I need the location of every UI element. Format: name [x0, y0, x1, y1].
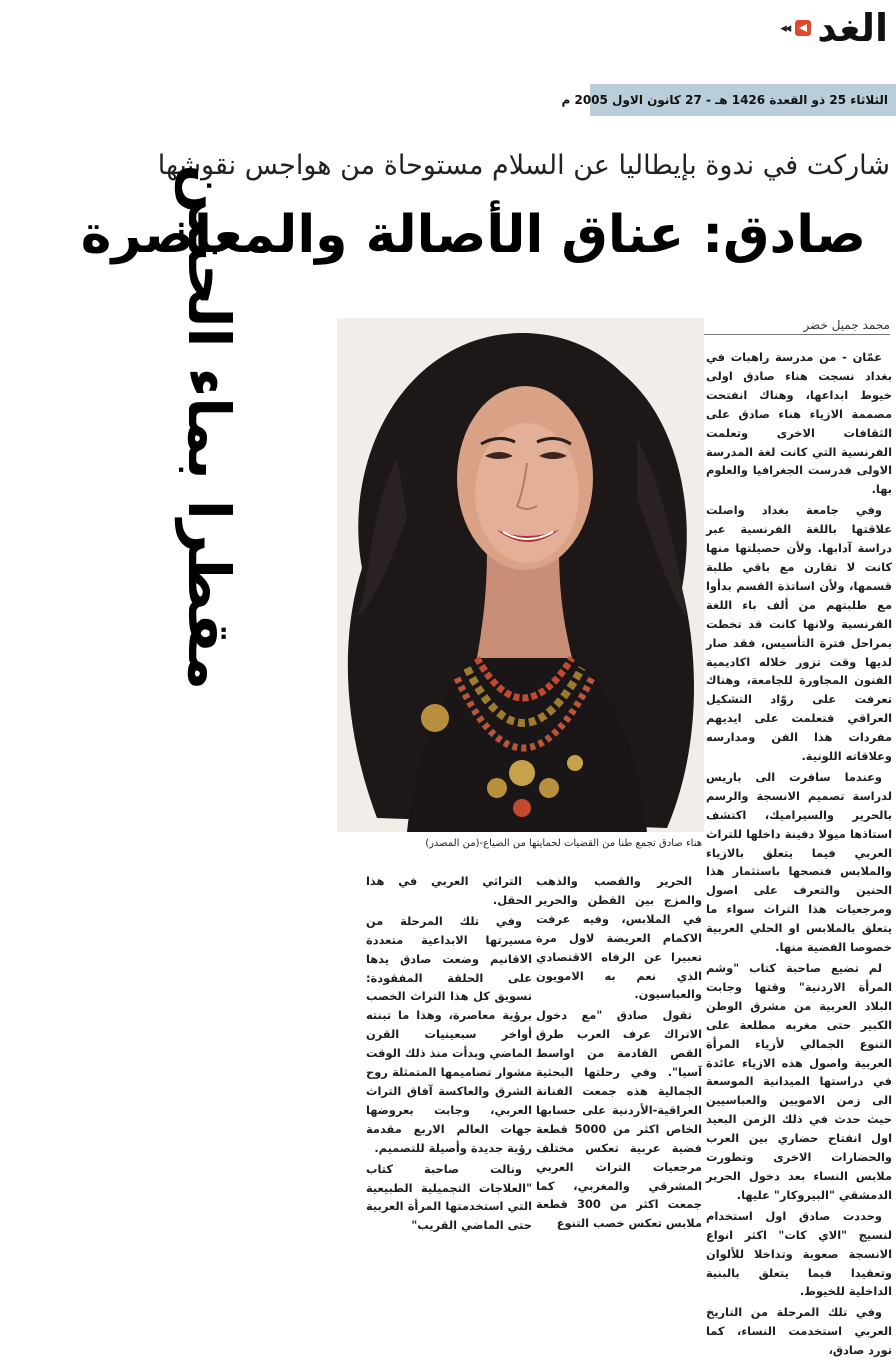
paragraph: وعندما سافرت الى باريس لدراسة تصميم الانسجة والرسم بالحرير والسيراميك، اكتشف استاذها ميولا دفينة داخلها للتراث العربي فيما يتعلق بالازياء والملابس فنصحها باستثمار هذا الحنين والتعرف على اصول ومرجعيات هذا التراث سواء ما يتعلق بالملابس او الحلي العربية خصوصا الفضية منها.: [706, 769, 892, 955]
paragraph: وفي جامعة بغداد واصلت علاقتها باللغة الفرنسية عبر دراسة آدابها. ولأن حصيلتها منها كانت لا تقارن مع باقي طلبة قسمها، ولأن اساتذة القسم بدأوا مع طلبتهم من ألف باء اللغة الفرنسية ولانها كانت قد تخطت بمراحل فترة التأسيس، فقد صار لديها وقت تزور خلاله اكاديمية الفنون المجاورة للجامعة، وهناك تعرفت على روّاد التشكيل العراقي فتعلمت على ايديهم مفردات هذا الفن ومدارسه وعلاقاته اللونية.: [706, 503, 892, 764]
deck-text: مقطرا بماء الحنين: [175, 164, 243, 690]
article-column-right: [706, 348, 892, 1358]
portrait-illustration: [337, 318, 704, 832]
paragraph: ونالت صاحبة كتاب "العلاجات التجميلية الطبيعية التي استخدمتها المرأة العربية حتى الماضي القريب": [366, 1161, 532, 1233]
paragraph: وفي تلك المرحلة من مسيرتها الابداعية متعددة الاقانيم وضعت صادق يدها على الحلقة المفقودة: تسويق كل هذا التراث الخصب برؤية معاصرة، وهذا ما تبنته أواخر سبعينيات القرن الماضي وبدأت منذ ذلك الوقت مشوار تصاميمها المتمثلة روح الشرق والعاكسة آفاق التراث العربي، وجابت بعروضها جهات العالم الاربع مقدمة رؤية جديدة وأصيلة للتصميم.: [366, 913, 532, 1155]
portrait-photo: [337, 318, 704, 832]
paragraph: تقول صادق "مع دخول الاتراك عرف العرب طرق القص القادمة من اواسط آسيا". وفي رحلتها البحثية الجمالية هذه جمعت الفنانة العراقية-الأردنية على حسابها الخاص اكثر من 5000 قطعة فضية عربية تعكس مختلف مرجعيات التراث العربي المشرقي والمغربي، كما جمعت اكثر من 300 قطعة ملابس تعكس خصب التنوع: [536, 1008, 702, 1231]
paragraph: عمّان - من مدرسة راهبات في بغداد نسجت هناء صادق اولى خيوط ابداعها، وهناك انفتحت مصممة الازياء هناء صادق على الثقافات الاخرى وتعلمت الفرنسية التي كانت لغة المدرسة الاولى فدرست الجغرافيا والعلوم بها.: [706, 350, 892, 497]
paragraph: وفي تلك المرحلة من التاريخ العربي استخدمت النساء، كما تورد صادق،: [706, 1305, 892, 1358]
article-column-middle: [536, 872, 702, 1231]
double-arrow-icon: ◂◂: [780, 20, 790, 36]
photo-caption: هناء صادق تجمع طنا من القضيات لحمايتها من الضياع-(من المصدر): [425, 838, 702, 849]
vertical-deck: [166, 164, 252, 690]
masthead: [780, 6, 888, 50]
article-headline: صادق: عناق الأصالة والمعاصرة: [80, 205, 866, 265]
newspaper-logo: الغد: [817, 6, 888, 50]
article-byline: محمد جميل خضر: [560, 318, 890, 335]
paragraph: التراثي العربي في هذا الحقل.: [366, 874, 532, 907]
paragraph: لم تضيع صاحبة كتاب "وشم المرأة الاردنية" وقتها وجابت البلاد العربية من مشرق الوطن الكبير حتى مغربه مطلعة على التنوع الجمالي لأزياء المرأة العربية واصول هذه الازياء عائدة في دراستها الميدانية الموسعة الى زمن الامويين والعباسيين حيث حدث في ذلك الزمن البعيد اول انفتاح حضاري بين العرب والحضارات الاخرى وتطورت ملابس النساء بعد دخول الحرير الدمشقي "البيروكار" عليها.: [706, 961, 892, 1202]
paragraph: الحرير والقصب والذهب والمزج بين القطن والحرير في الملابس، وفيه عرفت الاكمام العريضة لاول مرة تعبيرا عن الرفاه الاقتصادي الذي نعم به الامويون والعباسيون.: [536, 874, 702, 1002]
paragraph: وحددت صادق اول استخدام لنسيج "الاي كات" اكثر انواع الانسجة صعوبة وتداخلا للألوان وتعقيدا فيما يتعلق بالبنية الداخلية للخيوط.: [706, 1208, 892, 1299]
article-kicker: شاركت في ندوة بإيطاليا عن السلام مستوحاة من هواجس نقوشها: [157, 150, 890, 181]
play-logo-icon: [795, 20, 811, 36]
issue-date: الثلاثاء 25 ذو القعدة 1426 هـ - 27 كانون الاول 2005 م: [561, 93, 888, 107]
date-bar: [561, 84, 896, 116]
article-column-left: [366, 872, 532, 1233]
